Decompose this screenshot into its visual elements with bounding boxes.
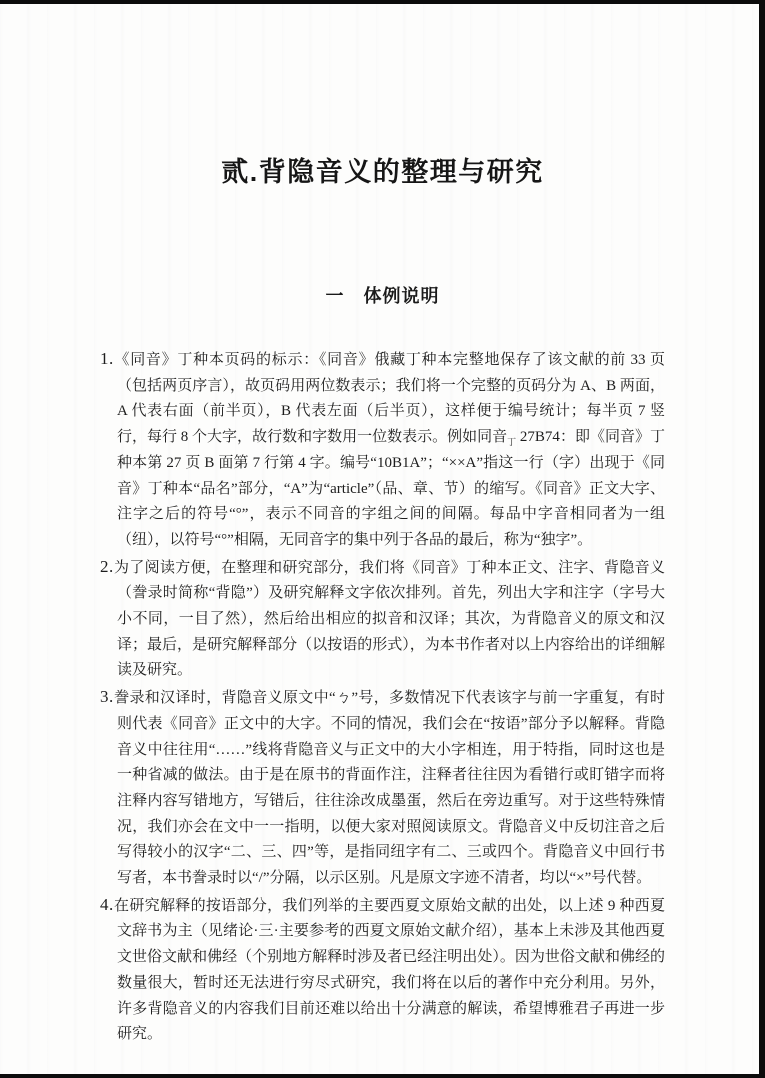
item-number: 4. <box>100 894 114 914</box>
scan-edge-top <box>0 0 765 4</box>
item-text: 誊录和汉译时，背隐音义原文中“ㄅ”号，多数情况下代表该字与前一字重复，有时则代表《同音》正文中的大字。不同的情况，我们会在“按语”部分予以解释。背隐音义中往往用“……”线将背隐音义与正文中的大小字相连，用于特指，同时这也是一种省减的做法。由于是在原书的背面作注，注释者往往因为看错行或盯错字而将注释内容写错地方，写错后，往往涂改成墨蛋，然后在旁边重写。对于这些特殊情况，我们亦会在文中一一指明，以便大家对照阅读原文。背隐音义中反切注音之后写得较小的汉字“二、三、四”等，是指同纽字有二、三或四个。背隐音义中回行书写者，本书誊录时以“/”分隔，以示区别。凡是原文字迹不清者，均以“×”号代替。 <box>113 690 665 887</box>
page-title: 贰.背隐音义的整理与研究 <box>221 157 544 187</box>
item-text: 《同音》丁种本页码的标示：《同音》俄藏丁种本完整地保存了该文献的前 33 页（包括两页序言），故页码用两位数表示；我们将一个完整的页码分为 A、B 两面，A 代表右面（前半页），B 代表左面（后半页），这样便于编号统计；每半页 7 竖行，每行 8 个大字，故行数和字数用一位数表示。例如同音 <box>113 352 665 446</box>
item-number: 2. <box>100 556 114 576</box>
list-item <box>100 684 665 892</box>
list-item <box>100 346 665 554</box>
page-content <box>100 150 665 1048</box>
item-text: 在研究解释的按语部分，我们列举的主要西夏文原始文献的出处，以上述 9 种西夏文辞书为主（见绪论·三·主要参考的西夏文原始文献介绍），基本上未涉及其他西夏文世俗文献和佛经（个别地方解释时涉及者已经注明出处）。因为世俗文献和佛经的数量很大，暂时还无法进行穷尽式研究，我们将在以后的著作中充分利用。另外，许多背隐音义的内容我们目前还难以给出十分满意的解读，希望博雅君子再进一步研究。 <box>113 897 665 1043</box>
item-text: 为了阅读方便，在整理和研究部分，我们将《同音》丁种本正文、注字、背隐音义（誊录时简称“背隐”）及研究解释文字依次排列。首先，列出大字和注字（字号大小不同，一目了然），然后给出相应的拟音和汉译；其次，为背隐音义的原文和汉译；最后，是研究解释部分（以按语的形式），为本书作者对以上内容给出的详细解读及研究。 <box>113 559 665 679</box>
scan-edge-bottom <box>0 1074 765 1078</box>
item-text: 27B74：即《同音》丁种本第 27 页 B 面第 7 行第 4 字。编号“10B1A”；“××A”指这一行（字）出现于《同音》丁种本“品名”部分，“A”为“article”（品、章、节）的缩写。《同音》正文大字、注字之后的符号“°”，表示不同音的字组之间的间隔。每品中字音相同者为一组（纽），以符号“°”相隔，无同音字的集中列于各品的最后，称为“独字”。 <box>117 429 665 548</box>
list-item <box>100 892 665 1048</box>
item-number: 3. <box>100 687 114 707</box>
subscript-ding: 丁 <box>507 437 517 448</box>
item-number: 1. <box>100 349 114 368</box>
numbered-list <box>100 346 665 1048</box>
list-item <box>100 554 665 685</box>
section-heading: 一 体例说明 <box>325 286 440 306</box>
scan-edge-right <box>759 0 765 1078</box>
